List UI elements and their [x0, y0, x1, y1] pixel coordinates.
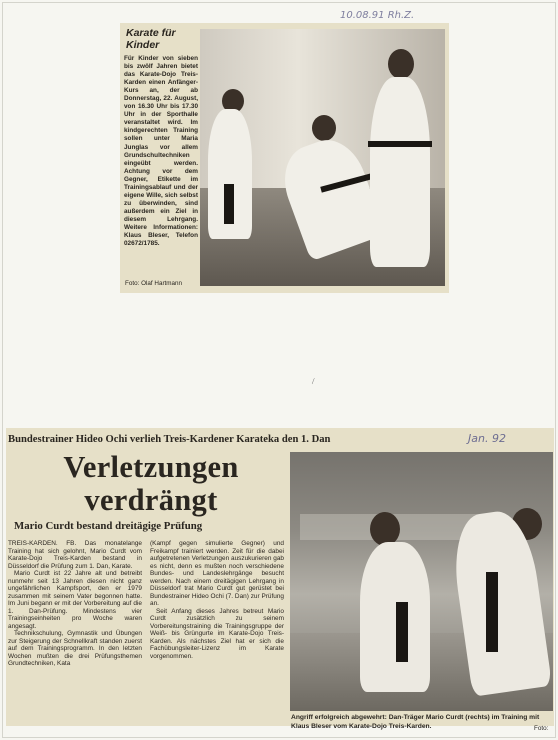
photo-credit-label: Foto: [534, 725, 549, 732]
paragraph: TREIS-KARDEN. FB. Das monatelange Training hat sich gelohnt, Mario Curdt vom Karate-Dojo Treis-Karden bestand in Düsseldorf die Prüfung zum 1. Dan, Karate. [8, 540, 142, 570]
article-kicker: Bundestrainer Hideo Ochi verlieh Treis-Kardener Karateka den 1. Dan [8, 434, 331, 445]
fighter-belt-left [396, 602, 408, 662]
paragraph: Mario Curdt ist 22 Jahre alt und betreibt nunmehr seit 13 Jahren diesen nicht ganz ungefährlichen Kampfsport, den er 1979 zusammen mit seinem Vater begonnen hatte. Im Juni begann er mit der Vorbereitung auf die 1. Dan-Prüfung. Mindestens vier Trainingseinheiten pro Woche waren angesagt. [8, 570, 142, 630]
article-column-right [150, 540, 284, 660]
newspaper-clipping-karate-fuer-kinder [120, 23, 449, 293]
article-body: Für Kinder von sieben bis zwölf Jahren bietet das Karate-Dojo Treis-Karden einen Anfänger-Kurs an, der ab Donnerstag, 22. August, von 16.30 Uhr bis 17.30 Uhr in der Sporthalle veranstaltet wird. Im kindgerechten Training sollen unter Maria Junglas vor allem Grundschultechniken eingeübt werden. Achtung vor dem Gegner, Etikette im Trainingsablauf und der eigene Wille, sich selbst zu überwinden, sind außerdem ein Ziel in diesem Lehrgang. Weitere Informationen: Klaus Bleser, Telefon 02672/1785. [124, 55, 198, 248]
article-headline [16, 451, 286, 517]
photo-credit: Foto: Olaf Hartmann [125, 280, 183, 287]
stray-mark: \ [309, 376, 318, 386]
article-text-column [124, 27, 198, 248]
karate-kids-photo [200, 29, 445, 286]
kid-head-right [388, 49, 414, 79]
headline-line-1: Verletzungen [63, 450, 239, 484]
paragraph: Seit Anfang dieses Jahres betreut Mario Curdt zusätzlich zu seinem Vorbereitungstraining die Trainingsgruppe der Weiß- bis Grüngurte im Karate-Dojo Treis-Karden. Als nächstes Ziel hat er sich die Fachübungsleiter-Lizenz im Karate vorgenommen. [150, 607, 284, 660]
fighter-figure-left [360, 542, 430, 692]
handwritten-date-note-2: Jan. 92 [468, 432, 506, 445]
kid-belt-left [224, 184, 234, 224]
photo-caption: Angriff erfolgreich abgewehrt: Dan-Träger Mario Curdt (rechts) im Training mit Klaus Bleser vom Karate-Dojo Treis-Karden. [291, 714, 540, 730]
newspaper-clipping-verletzungen-verdraengt [6, 428, 554, 732]
kid-head-middle [312, 115, 336, 141]
paragraph: Technikschulung, Gymnastik und Übungen zur Steigerung der Schnellkraft standen zuerst auf dem Trainingsprogramm. In den letzten Wochen mußten die drei Prüfungsthemen Grundtechniken, Kata [8, 630, 142, 667]
article-title: Karate für Kinder [126, 27, 176, 51]
fighter-head-left [370, 512, 400, 546]
paragraph: (Kampf gegen simulierte Gegner) und Freikampf trainiert werden. Zeit für die dabei aufgetretenen Verletzungen auszukurieren gab es nicht, denn es mußten noch verschiedene Bundes- und Landeslehrgänge besucht werden. Nach einem dreitägigen Lehrgang in Düsseldorf trat Mario Curdt gut gerüstet bei Bundestrainer Hideo Ochi (7. Dan) zur Prüfung an. [150, 540, 284, 607]
karate-sparring-photo [290, 452, 553, 711]
headline-line-2: verdrängt [84, 483, 218, 517]
article-column-left [8, 540, 142, 668]
handwritten-date-note: 10.08.91 Rh.Z. [340, 10, 415, 21]
kid-belt-right [368, 141, 432, 147]
article-body-columns [8, 540, 288, 720]
fighter-belt-right [486, 572, 498, 652]
kid-figure-right [370, 77, 430, 267]
article-subheadline: Mario Curdt bestand dreitägige Prüfung [14, 520, 203, 532]
